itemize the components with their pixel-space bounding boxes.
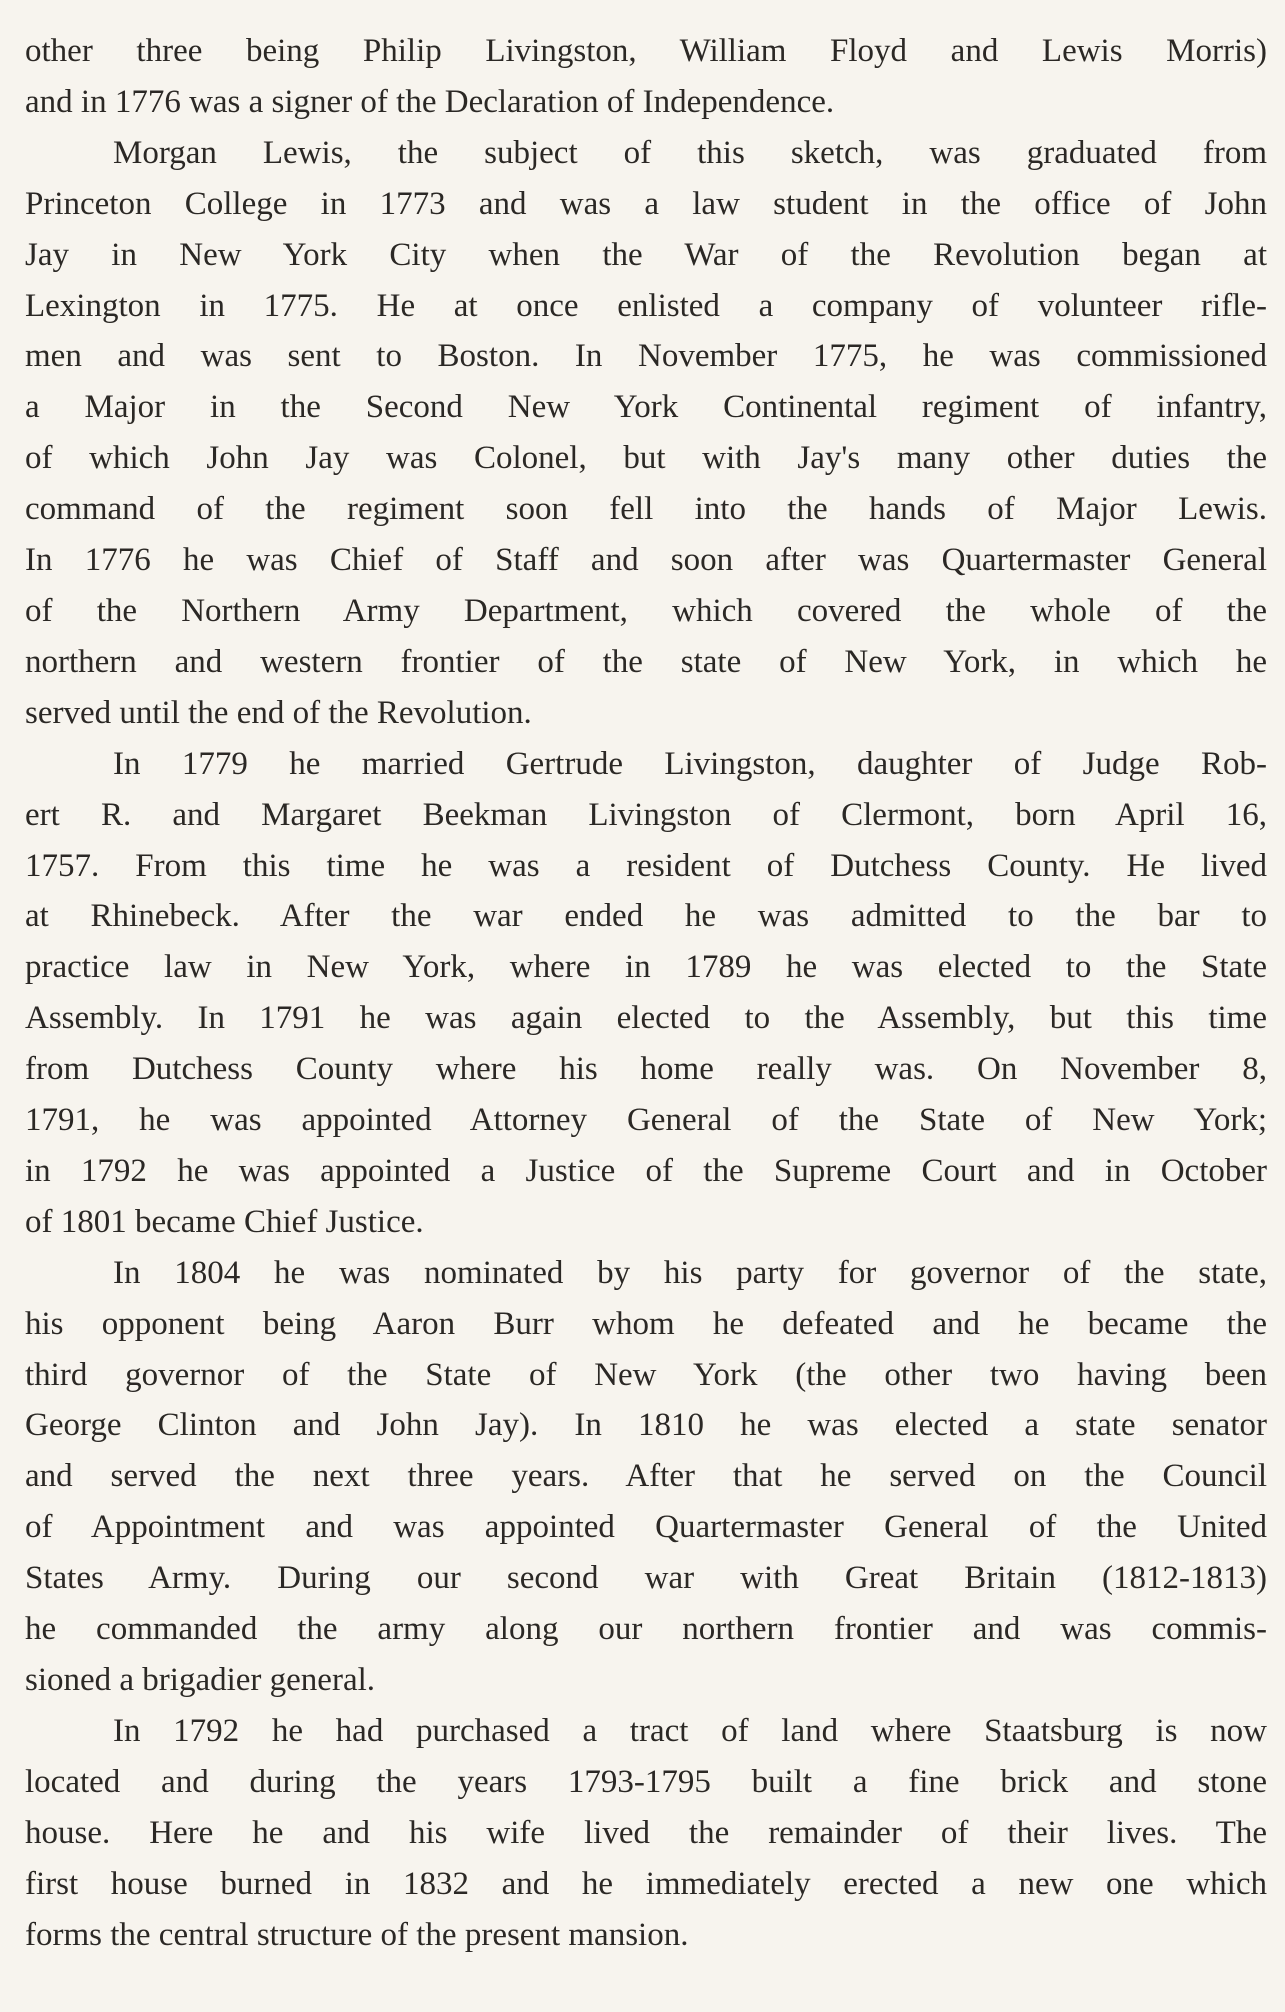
- text-line: at Rhinebeck. After the war ended he was admitted to the bar to: [25, 898, 1267, 935]
- text-line: of 1801 became Chief Justice.: [25, 1203, 424, 1240]
- paragraph-2: [25, 128, 1267, 739]
- text-line: in 1792 he was appointed a Justice of the Supreme Court and in October: [25, 1152, 1267, 1189]
- text-line: of which John Jay was Colonel, but with Jay's many other duties the: [25, 440, 1267, 477]
- text-line: States Army. During our second war with Great Britain (1812-1813): [25, 1560, 1267, 1597]
- text-line: of the Northern Army Department, which covered the whole of the: [25, 592, 1267, 629]
- text-line: his opponent being Aaron Burr whom he defeated and he became the: [25, 1305, 1267, 1342]
- text-line: forms the central structure of the present mansion.: [25, 1916, 689, 1953]
- text-line: served until the end of the Revolution.: [25, 694, 532, 731]
- text-line: ert R. and Margaret Beekman Livingston of Clermont, born April 16,: [25, 796, 1267, 833]
- text-line: In 1804 he was nominated by his party for governor of the state,: [113, 1254, 1267, 1291]
- text-line: men and was sent to Boston. In November 1775, he was commissioned: [25, 338, 1267, 375]
- text-line: a Major in the Second New York Continental regiment of infantry,: [25, 389, 1267, 426]
- text-line: 1757. From this time he was a resident of Dutchess County. He lived: [25, 847, 1267, 884]
- text-line: practice law in New York, where in 1789 he was elected to the State: [25, 949, 1267, 986]
- text-line: house. Here he and his wife lived the remainder of their lives. The: [25, 1814, 1267, 1851]
- paragraph-3: [25, 739, 1267, 1248]
- text-line: first house burned in 1832 and he immediately erected a new one which: [25, 1865, 1267, 1902]
- text-line: northern and western frontier of the state of New York, in which he: [25, 643, 1267, 680]
- text-line: George Clinton and John Jay). In 1810 he was elected a state senator: [25, 1407, 1267, 1444]
- text-line: of Appointment and was appointed Quartermaster General of the United: [25, 1509, 1267, 1546]
- paragraph-4: [25, 1248, 1267, 1706]
- text-line: 1791, he was appointed Attorney General of the State of New York;: [25, 1102, 1267, 1139]
- text-line: command of the regiment soon fell into the hands of Major Lewis.: [25, 491, 1267, 528]
- text-line: Jay in New York City when the War of the Revolution began at: [25, 236, 1267, 273]
- text-line: he commanded the army along our northern frontier and was commis-: [25, 1611, 1267, 1648]
- text-line: In 1792 he had purchased a tract of land where Staatsburg is now: [113, 1712, 1267, 1749]
- text-line: sioned a brigadier general.: [25, 1662, 376, 1698]
- text-line: third governor of the State of New York (the other two having been: [25, 1356, 1267, 1393]
- text-line: Lexington in 1775. He at once enlisted a company of volunteer rifle-: [25, 287, 1267, 324]
- text-line: and served the next three years. After that he served on the Council: [25, 1458, 1267, 1495]
- text-line: Assembly. In 1791 he was again elected to the Assembly, but this time: [25, 1000, 1267, 1037]
- text-line: and in 1776 was a signer of the Declaration of Independence.: [25, 83, 835, 120]
- text-line: other three being Philip Livingston, William Floyd and Lewis Morris): [25, 33, 1267, 69]
- text-line: In 1776 he was Chief of Staff and soon after was Quartermaster General: [25, 542, 1267, 579]
- paragraph-5: [25, 1706, 1267, 1961]
- text-line: located and during the years 1793-1795 built a fine brick and stone: [25, 1763, 1267, 1800]
- text-line: Morgan Lewis, the subject of this sketch, was graduated from: [113, 134, 1267, 171]
- text-line: from Dutchess County where his home really was. On November 8,: [25, 1051, 1267, 1088]
- paragraph-1: [25, 26, 1267, 128]
- text-line: In 1779 he married Gertrude Livingston, daughter of Judge Rob-: [113, 745, 1267, 782]
- document-page: [25, 26, 1267, 1960]
- text-line: Princeton College in 1773 and was a law student in the office of John: [25, 185, 1267, 222]
